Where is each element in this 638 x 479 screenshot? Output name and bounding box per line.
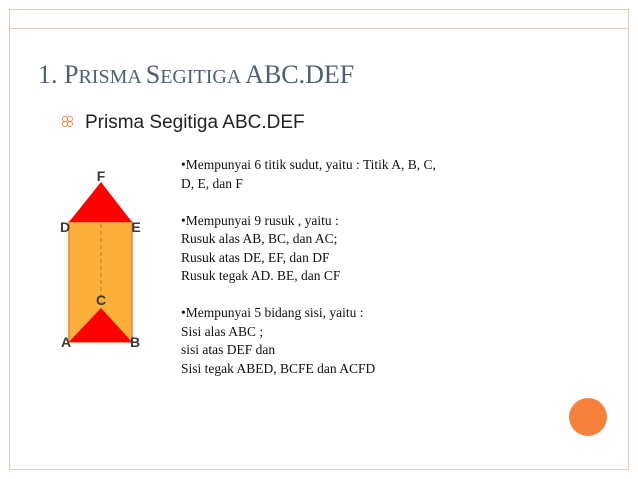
top-triangle-def xyxy=(69,182,132,222)
prism-properties xyxy=(181,156,551,378)
label-e: E xyxy=(131,219,141,235)
four-rings-icon xyxy=(62,116,73,127)
decorative-circle xyxy=(569,398,607,436)
top-rule xyxy=(9,28,629,29)
edges-line: Rusuk alas AB, BC, dan AC; xyxy=(181,231,338,246)
slide-title: 1. PRISMA SEGITIGA ABC.DEF xyxy=(38,60,355,89)
faces-line: Sisi tegak ABED, BCFE dan ACFD xyxy=(181,360,376,376)
label-b: B xyxy=(129,334,141,350)
faces-line: Sisi alas ABC ; xyxy=(181,323,264,339)
faces-line: sisi atas DEF dan xyxy=(181,342,276,357)
prism-figure xyxy=(60,170,146,350)
label-c: C xyxy=(95,292,107,308)
faces-line: •Mempunyai 5 bidang sisi, yaitu : xyxy=(181,305,364,320)
main-bullet xyxy=(62,112,305,134)
bullet-text: Prisma Segitiga ABC.DEF xyxy=(85,112,305,133)
edges-line: Rusuk tegak AD. BE, dan CF xyxy=(181,268,341,283)
edges-line: •Mempunyai 9 rusuk , yaitu : xyxy=(181,212,339,228)
label-f: F xyxy=(96,170,106,184)
vertices-line: D, E, dan F xyxy=(181,175,243,191)
vertices-line: •Mempunyai 6 titik sudut, yaitu : Titik A, B, C, xyxy=(181,157,436,172)
edges-line: Rusuk atas DE, EF, dan DF xyxy=(181,249,330,265)
label-a: A xyxy=(60,334,72,350)
label-d: D xyxy=(60,219,71,235)
